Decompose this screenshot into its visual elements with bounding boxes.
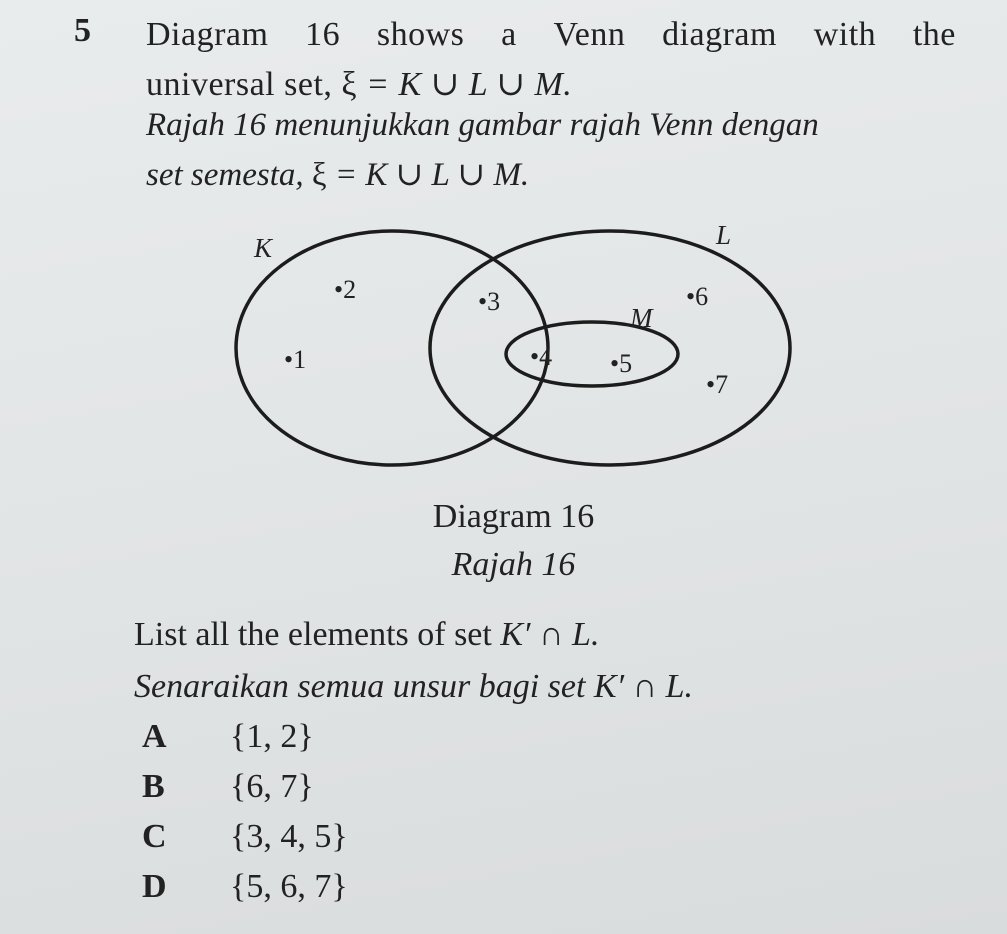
- stem-word: with: [813, 16, 877, 53]
- diagram-caption-malay: Rajah 16: [451, 546, 576, 583]
- option-a[interactable]: [142, 718, 314, 756]
- stem-text: universal set,: [146, 66, 333, 103]
- prompt-english: [134, 616, 599, 654]
- option-c[interactable]: [142, 818, 348, 856]
- set-m-label: M: [630, 303, 653, 333]
- element-label: •6: [686, 282, 709, 311]
- set-k-label: K: [254, 233, 273, 263]
- question-stem-english: [146, 10, 956, 110]
- option-value: {5, 6, 7}: [230, 868, 348, 905]
- stem-malay-line1: Rajah 16 menunjukkan gambar rajah Venn dengan: [146, 107, 819, 143]
- element-label: •7: [706, 370, 729, 399]
- diagram-caption-english: Diagram 16: [432, 498, 595, 535]
- option-d[interactable]: [142, 868, 348, 906]
- prompt-malay: [134, 668, 693, 706]
- stem-english-line1: [146, 10, 956, 60]
- venn-diagram: [228, 200, 808, 490]
- option-letter: A: [142, 718, 167, 755]
- universal-symbol: ξ: [341, 66, 358, 103]
- element-label: •2: [334, 275, 357, 304]
- element-label: •3: [478, 287, 501, 316]
- set-k-circle: [236, 231, 548, 465]
- option-letter: B: [142, 768, 165, 805]
- element-label: •5: [610, 349, 633, 378]
- set-expression: = K ∪ L ∪ M.: [334, 157, 530, 193]
- prompt-text: Senaraikan semua unsur bagi set: [134, 668, 586, 705]
- set-expression: = K ∪ L ∪ M.: [366, 66, 573, 103]
- stem-word: Venn: [553, 16, 626, 53]
- stem-word: Diagram: [146, 16, 269, 53]
- prompt-text: List all the elements of set: [134, 616, 492, 653]
- option-letter: C: [142, 818, 167, 855]
- question-stem-malay: [146, 100, 976, 200]
- option-value: {3, 4, 5}: [230, 818, 348, 855]
- question-number: 5: [74, 12, 91, 49]
- stem-word: 16: [305, 16, 341, 53]
- element-label: •1: [284, 345, 307, 374]
- set-l-label: L: [716, 220, 732, 250]
- option-value: {1, 2}: [230, 718, 314, 755]
- stem-malay-line2: [146, 150, 976, 200]
- option-value: {6, 7}: [230, 768, 314, 805]
- stem-text: set semesta,: [146, 157, 304, 193]
- element-label: •4: [530, 342, 553, 371]
- option-b[interactable]: [142, 768, 314, 806]
- prompt-set-expression: K′ ∩ L.: [593, 668, 693, 705]
- stem-word: diagram: [662, 16, 777, 53]
- option-letter: D: [142, 868, 167, 905]
- universal-symbol: ξ: [311, 157, 327, 193]
- prompt-set-expression: K′ ∩ L.: [500, 616, 600, 653]
- stem-word: the: [912, 16, 956, 53]
- set-l-circle: [430, 231, 790, 465]
- stem-word: shows: [376, 16, 465, 53]
- stem-word: a: [501, 16, 517, 53]
